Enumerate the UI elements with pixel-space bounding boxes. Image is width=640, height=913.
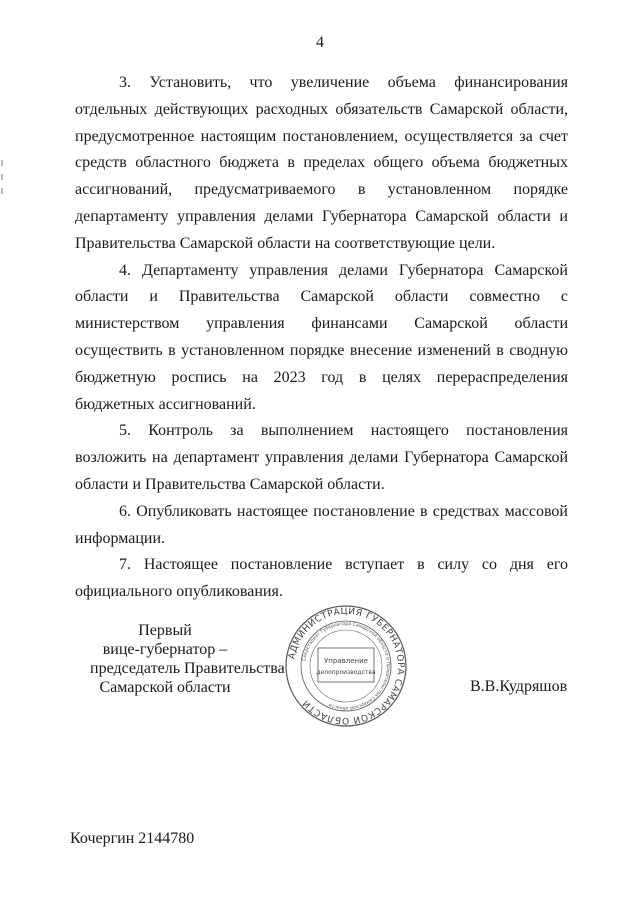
official-seal: [284, 604, 408, 728]
seal-center-line-1: Управление: [324, 657, 368, 665]
margin-mark: [1, 160, 3, 200]
signatory-name: В.В.Кудряшов: [470, 678, 568, 695]
seal-inner-text: Секретариат Губернатора Самарской области и Правительства Самарской области: [302, 621, 391, 711]
paragraph-7: 7. Настоящее постановление вступает в силу со дня его официального опубликования.: [75, 556, 568, 601]
signatory-title-line: Самарской области: [99, 679, 231, 696]
seal-center-line-2: делопроизводства: [316, 669, 376, 676]
signatory-title: [90, 621, 285, 697]
paragraph-4: 4. Департаменту управления делами Губернатора Самарской области и Правительства Самарской области совместно с министерством управления финансами Самарской области осуществить в установленном порядке внесение изменений в сводную бюджетную роспись на 2023 год в целях перераспределения бюджетных ассигнований.: [75, 261, 568, 413]
signatory-title-line: Первый: [138, 622, 192, 639]
page-number: 4: [316, 34, 324, 51]
seal-outer-text: АДМИНИСТРАЦИЯ ГУБЕРНАТОРА САМАРСКОЙ ОБЛАСТИ: [287, 606, 406, 726]
signatory-title-line: вице-губернатор –: [102, 641, 228, 658]
document-body: [75, 70, 568, 606]
paragraph-6: 6. Опубликовать настоящее постановление в средствах массовой информации.: [75, 502, 568, 547]
signatory-title-line: председатель Правительства: [90, 660, 285, 677]
paragraph-3: 3. Установить, что увеличение объема финансирования отдельных действующих расходных обязательств Самарской области, предусмотренное настоящим постановлением, осуществляется за счет средств областного бюджета в пределах общего объема бюджетных ассигнований, предусматриваемого в установленном порядке департаменту управления делами Губернатора Самарской области и Правительства Самарской области на соответствующие цели.: [75, 74, 568, 252]
paragraph-5: 5. Контроль за выполнением настоящего постановления возложить на департамент управления делами Губернатора Самарской области и Правительства Самарской области.: [75, 422, 568, 493]
executor-info: Кочергин 2144780: [70, 830, 195, 847]
